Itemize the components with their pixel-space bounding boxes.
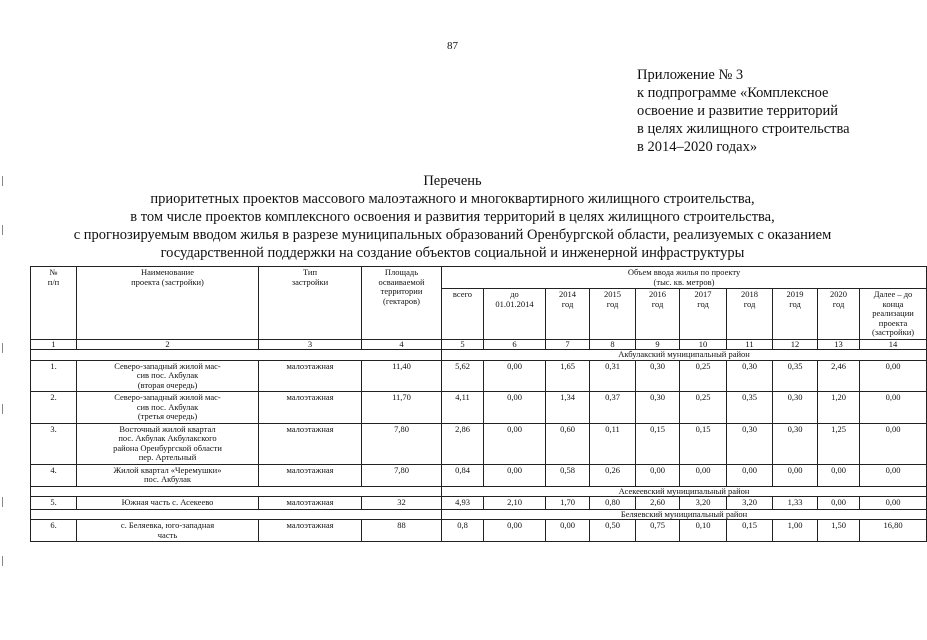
value-cell: 0,80	[590, 497, 636, 510]
value-cell: 0,30	[727, 360, 773, 392]
row-number: 5.	[31, 497, 77, 510]
value-cell: 32	[362, 497, 442, 510]
value-cell: 88	[362, 520, 442, 542]
value-cell: 0,00	[484, 360, 546, 392]
header-year: 2015 год	[590, 289, 636, 340]
column-number: 10	[680, 339, 727, 350]
value-cell: 0,00	[818, 497, 860, 510]
header-volume: Объем ввода жилья по проекту (тыс. кв. метров)	[442, 267, 927, 289]
value-cell: 0,25	[680, 360, 727, 392]
building-type: малоэтажная	[259, 497, 362, 510]
header-year: 2017 год	[680, 289, 727, 340]
header-year: 2020 год	[818, 289, 860, 340]
heading-line: с прогнозируемым вводом жилья в разрезе муниципальных образований Оренбургской области, реализуемых с оказанием	[73, 227, 832, 243]
value-cell: 0,30	[636, 392, 680, 424]
header-area: Площадь осваиваемой территории (гектаров)	[362, 267, 442, 340]
value-cell: 0,26	[590, 464, 636, 486]
value-cell: 0,00	[860, 392, 927, 424]
value-cell: 0,00	[860, 423, 927, 464]
building-type: малоэтажная	[259, 423, 362, 464]
table-row	[31, 497, 927, 510]
value-cell: 0,11	[590, 423, 636, 464]
header-year: 2014 год	[546, 289, 590, 340]
district-spacer	[31, 486, 442, 497]
district-row	[31, 350, 927, 361]
building-type: малоэтажная	[259, 360, 362, 392]
value-cell: 0,75	[636, 520, 680, 542]
project-name: Южная часть с. Асекеево	[77, 497, 259, 510]
value-cell: 0,30	[773, 392, 818, 424]
document-heading	[0, 172, 905, 262]
page-number: 87	[447, 40, 458, 52]
value-cell: 0,30	[727, 423, 773, 464]
header-year: 2019 год	[773, 289, 818, 340]
heading-line: приоритетных проектов массового малоэтажного и многоквартирного жилищного строительства,	[150, 191, 755, 207]
value-cell: 0,00	[860, 464, 927, 486]
value-cell: 0,00	[860, 360, 927, 392]
column-number: 1	[31, 339, 77, 350]
column-number: 13	[818, 339, 860, 350]
value-cell: 1,00	[773, 520, 818, 542]
value-cell: 11,70	[362, 392, 442, 424]
table-row	[31, 464, 927, 486]
value-cell: 0,31	[590, 360, 636, 392]
header-type: Тип застройки	[259, 267, 362, 340]
district-name: Беляевский муниципальный район	[442, 509, 927, 520]
value-cell: 2,60	[636, 497, 680, 510]
row-number: 6.	[31, 520, 77, 542]
value-cell: 0,00	[484, 464, 546, 486]
table-row	[31, 423, 927, 464]
value-cell: 1,34	[546, 392, 590, 424]
building-type: малоэтажная	[259, 392, 362, 424]
scan-edge-marks	[2, 0, 6, 640]
value-cell: 2,46	[818, 360, 860, 392]
value-cell: 1,50	[818, 520, 860, 542]
row-number: 4.	[31, 464, 77, 486]
header-year: 2016 год	[636, 289, 680, 340]
value-cell: 0,00	[484, 423, 546, 464]
value-cell: 7,80	[362, 423, 442, 464]
project-name: Восточный жилой квартал пос. Акбулак Акбулакского района Оренбургской области пер. Артельный	[77, 423, 259, 464]
header-until-2014: до 01.01.2014	[484, 289, 546, 340]
column-number: 3	[259, 339, 362, 350]
value-cell: 0,00	[636, 464, 680, 486]
value-cell: 2,10	[484, 497, 546, 510]
value-cell: 3,20	[680, 497, 727, 510]
value-cell: 5,62	[442, 360, 484, 392]
value-cell: 0,00	[484, 392, 546, 424]
project-name: Северо-западный жилой мас- сив пос. Акбулак (вторая очередь)	[77, 360, 259, 392]
value-cell: 4,93	[442, 497, 484, 510]
value-cell: 0,30	[636, 360, 680, 392]
projects-table	[30, 266, 927, 542]
value-cell: 0,8	[442, 520, 484, 542]
column-number: 14	[860, 339, 927, 350]
value-cell: 1,20	[818, 392, 860, 424]
heading-line: государственной поддержки на создание объектов социальной и инженерной инфраструктуры	[160, 245, 745, 261]
heading-line: в том числе проектов комплексного освоения и развития территорий в целях жилищного строительства,	[130, 209, 775, 225]
value-cell: 7,80	[362, 464, 442, 486]
district-spacer	[31, 350, 442, 361]
column-number: 9	[636, 339, 680, 350]
value-cell: 0,35	[727, 392, 773, 424]
appendix-note	[637, 66, 850, 156]
district-spacer	[31, 509, 442, 520]
column-number: 6	[484, 339, 546, 350]
column-number: 7	[546, 339, 590, 350]
column-number: 4	[362, 339, 442, 350]
value-cell: 0,00	[680, 464, 727, 486]
value-cell: 16,80	[860, 520, 927, 542]
value-cell: 0,60	[546, 423, 590, 464]
table-row	[31, 360, 927, 392]
value-cell: 0,15	[636, 423, 680, 464]
value-cell: 3,20	[727, 497, 773, 510]
value-cell: 0,00	[484, 520, 546, 542]
appendix-line: к подпрограмме «Комплексное	[637, 85, 829, 101]
value-cell: 0,25	[680, 392, 727, 424]
column-number-row	[31, 339, 927, 350]
header-name: Наименование проекта (застройки)	[77, 267, 259, 340]
value-cell: 4,11	[442, 392, 484, 424]
value-cell: 0,84	[442, 464, 484, 486]
header-further: Далее – до конца реализации проекта (застройки)	[860, 289, 927, 340]
value-cell: 0,37	[590, 392, 636, 424]
header-num: № п/п	[31, 267, 77, 340]
project-name: Северо-западный жилой мас- сив пос. Акбулак (третья очередь)	[77, 392, 259, 424]
value-cell: 0,50	[590, 520, 636, 542]
project-name: с. Беляевка, юго-западная часть	[77, 520, 259, 542]
value-cell: 0,10	[680, 520, 727, 542]
column-number: 11	[727, 339, 773, 350]
district-name: Акбулакский муниципальный район	[442, 350, 927, 361]
building-type: малоэтажная	[259, 520, 362, 542]
district-row	[31, 486, 927, 497]
value-cell: 0,30	[773, 423, 818, 464]
header-year: 2018 год	[727, 289, 773, 340]
table-body	[31, 339, 927, 542]
value-cell: 11,40	[362, 360, 442, 392]
column-number: 12	[773, 339, 818, 350]
column-number: 2	[77, 339, 259, 350]
district-row	[31, 509, 927, 520]
value-cell: 0,15	[680, 423, 727, 464]
value-cell: 0,35	[773, 360, 818, 392]
value-cell: 0,00	[773, 464, 818, 486]
table-header	[31, 267, 927, 340]
appendix-line: в целях жилищного строительства	[637, 121, 850, 137]
heading-title: Перечень	[423, 173, 482, 189]
row-number: 3.	[31, 423, 77, 464]
building-type: малоэтажная	[259, 464, 362, 486]
value-cell: 0,00	[546, 520, 590, 542]
table-row	[31, 520, 927, 542]
column-number: 5	[442, 339, 484, 350]
value-cell: 0,00	[727, 464, 773, 486]
value-cell: 1,25	[818, 423, 860, 464]
appendix-line: освоение и развитие территорий	[637, 103, 838, 119]
value-cell: 1,70	[546, 497, 590, 510]
value-cell: 0,58	[546, 464, 590, 486]
value-cell: 0,00	[860, 497, 927, 510]
value-cell: 0,15	[727, 520, 773, 542]
header-row	[31, 267, 927, 289]
row-number: 2.	[31, 392, 77, 424]
appendix-line: в 2014–2020 годах»	[637, 139, 758, 155]
appendix-line: Приложение № 3	[637, 67, 744, 83]
value-cell: 1,33	[773, 497, 818, 510]
value-cell: 1,65	[546, 360, 590, 392]
table-row	[31, 392, 927, 424]
value-cell: 2,86	[442, 423, 484, 464]
project-name: Жилой квартал «Черемушки» пос. Акбулак	[77, 464, 259, 486]
value-cell: 0,00	[818, 464, 860, 486]
column-number: 8	[590, 339, 636, 350]
header-total: всего	[442, 289, 484, 340]
row-number: 1.	[31, 360, 77, 392]
district-name: Асекеевский муниципальный район	[442, 486, 927, 497]
